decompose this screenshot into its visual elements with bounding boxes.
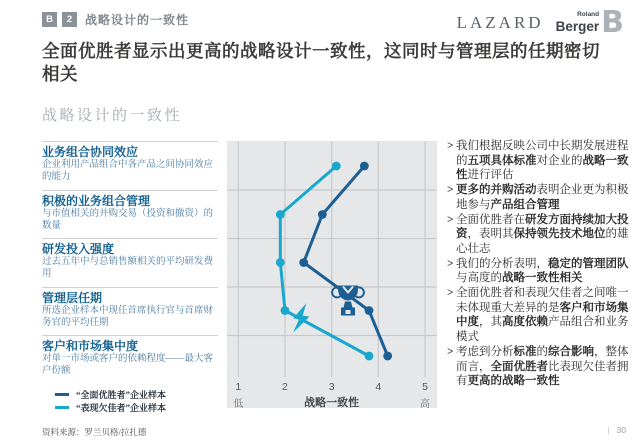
breadcrumb-section-box: B [42, 12, 57, 27]
source-note: 资料来源：罗兰贝格/拉扎德 [42, 427, 147, 437]
category-title: 积极的业务组合管理 [42, 194, 151, 208]
breadcrumb [42, 11, 189, 28]
axis-low-label: 低 [233, 399, 244, 410]
category-item [42, 238, 218, 280]
bullet-marker: > [447, 345, 454, 358]
data-point [383, 352, 392, 361]
lightning-icon [291, 302, 311, 335]
category-desc: 企业利用产品组合中各产品之间协同效应的能力 [42, 160, 214, 182]
series-line [280, 166, 369, 356]
legend-label: “表现欠佳者”企业样本 [76, 403, 167, 413]
data-point [276, 210, 285, 219]
category-title: 客户和市场集中度 [42, 339, 139, 353]
insight-text: 更多的并购活动表明企业更为积极地参与产品组合管理 [456, 184, 629, 211]
category-desc: 对单一市场或客户的依赖程度——最大客户份额 [42, 354, 214, 376]
berger-text: Berger [555, 19, 600, 35]
insight-item [447, 286, 632, 345]
category-title: 管理层任期 [42, 291, 103, 305]
x-tick-label: 5 [422, 381, 428, 393]
bullet-marker: > [447, 257, 454, 270]
category-item [42, 335, 218, 377]
category-item [42, 141, 218, 183]
category-item [42, 190, 218, 232]
winners-line-swatch [55, 393, 69, 396]
x-tick-label: 1 [235, 381, 242, 393]
data-point [360, 162, 369, 171]
insights-list [447, 139, 632, 389]
bullet-marker: > [447, 140, 454, 152]
bullet-marker: > [447, 184, 454, 197]
data-point [318, 210, 327, 219]
legend-label: “全面优胜者”企业样本 [76, 390, 167, 400]
insight-text: 考虑到分析标准的综合影响，整体而言，全面优胜者比表现欠佳者拥有更高的战略一致性 [456, 345, 629, 388]
data-point [332, 162, 341, 171]
roland-berger-logo [555, 5, 624, 40]
breadcrumb-label: 战略设计的一致性 [85, 13, 190, 27]
category-desc: 所选企业样本中现任首席执行官与首席财务官的平均任期 [42, 306, 214, 328]
bullet-marker: > [447, 213, 454, 226]
data-point [276, 258, 285, 267]
section-label: 战略设计的一致性 [42, 108, 183, 124]
data-point [365, 306, 374, 315]
lazard-logo: LAZARD [456, 12, 544, 32]
strategy-consistency-chart [227, 141, 437, 408]
category-title: 研发投入强度 [42, 242, 115, 256]
roland-text: Roland [577, 11, 600, 19]
breadcrumb-number-box: 2 [62, 12, 77, 27]
laggards-line-swatch [55, 406, 69, 409]
data-point [281, 306, 290, 315]
insight-text: 全面优胜者和表现欠佳者之间唯一未体现重大差异的是客户和市场集中度，其高度依赖产品组合和业务模式 [456, 287, 629, 344]
insight-item [447, 257, 632, 286]
page-number [607, 425, 626, 435]
insight-text: 我们根据反映公司中长期发展进程的五项具体标准对企业的战略一致性进行评估 [456, 140, 629, 182]
trophy-icon [332, 286, 364, 316]
logos [456, 5, 624, 40]
axis-high-label: 高 [420, 399, 431, 410]
category-desc: 与市值相关的并购交易（投资和撤资）的数量 [42, 209, 214, 231]
roland-berger-wordmark [556, 11, 600, 34]
x-tick-label: 2 [282, 381, 288, 393]
x-axis-title: 战略一致性 [304, 397, 360, 409]
bullet-marker: > [447, 287, 454, 300]
data-point [299, 258, 308, 267]
insight-item [447, 213, 632, 257]
x-tick-label: 4 [375, 381, 382, 393]
page-title: 全面优胜者显示出更高的战略设计一致性，这同时与管理层的任期密切相关 [42, 41, 600, 84]
category-list [42, 141, 218, 381]
insight-item [447, 139, 632, 183]
category-desc: 过去五年中与总销售额相关的平均研发费用 [42, 257, 214, 279]
legend-item-winners [55, 389, 166, 400]
insight-text: 全面优胜者在研发方面持续加大投资，表明其保持领先技术地位的雄心壮志 [456, 213, 629, 255]
legend [55, 389, 166, 415]
category-title: 业务组合协同效应 [42, 145, 139, 159]
insight-text: 我们的分析表明，稳定的管理团队与高度的战略一致性相关 [456, 257, 629, 285]
insight-item [447, 183, 632, 212]
legend-item-laggards [55, 402, 166, 413]
x-tick-label: 3 [328, 381, 335, 393]
data-point [365, 352, 374, 361]
category-item [42, 287, 218, 329]
insight-item [447, 345, 632, 389]
chart-canvas [227, 141, 437, 408]
roland-berger-b-icon: B [601, 5, 624, 40]
page-number-value: 30 [616, 425, 626, 435]
page-separator: | [607, 425, 610, 435]
